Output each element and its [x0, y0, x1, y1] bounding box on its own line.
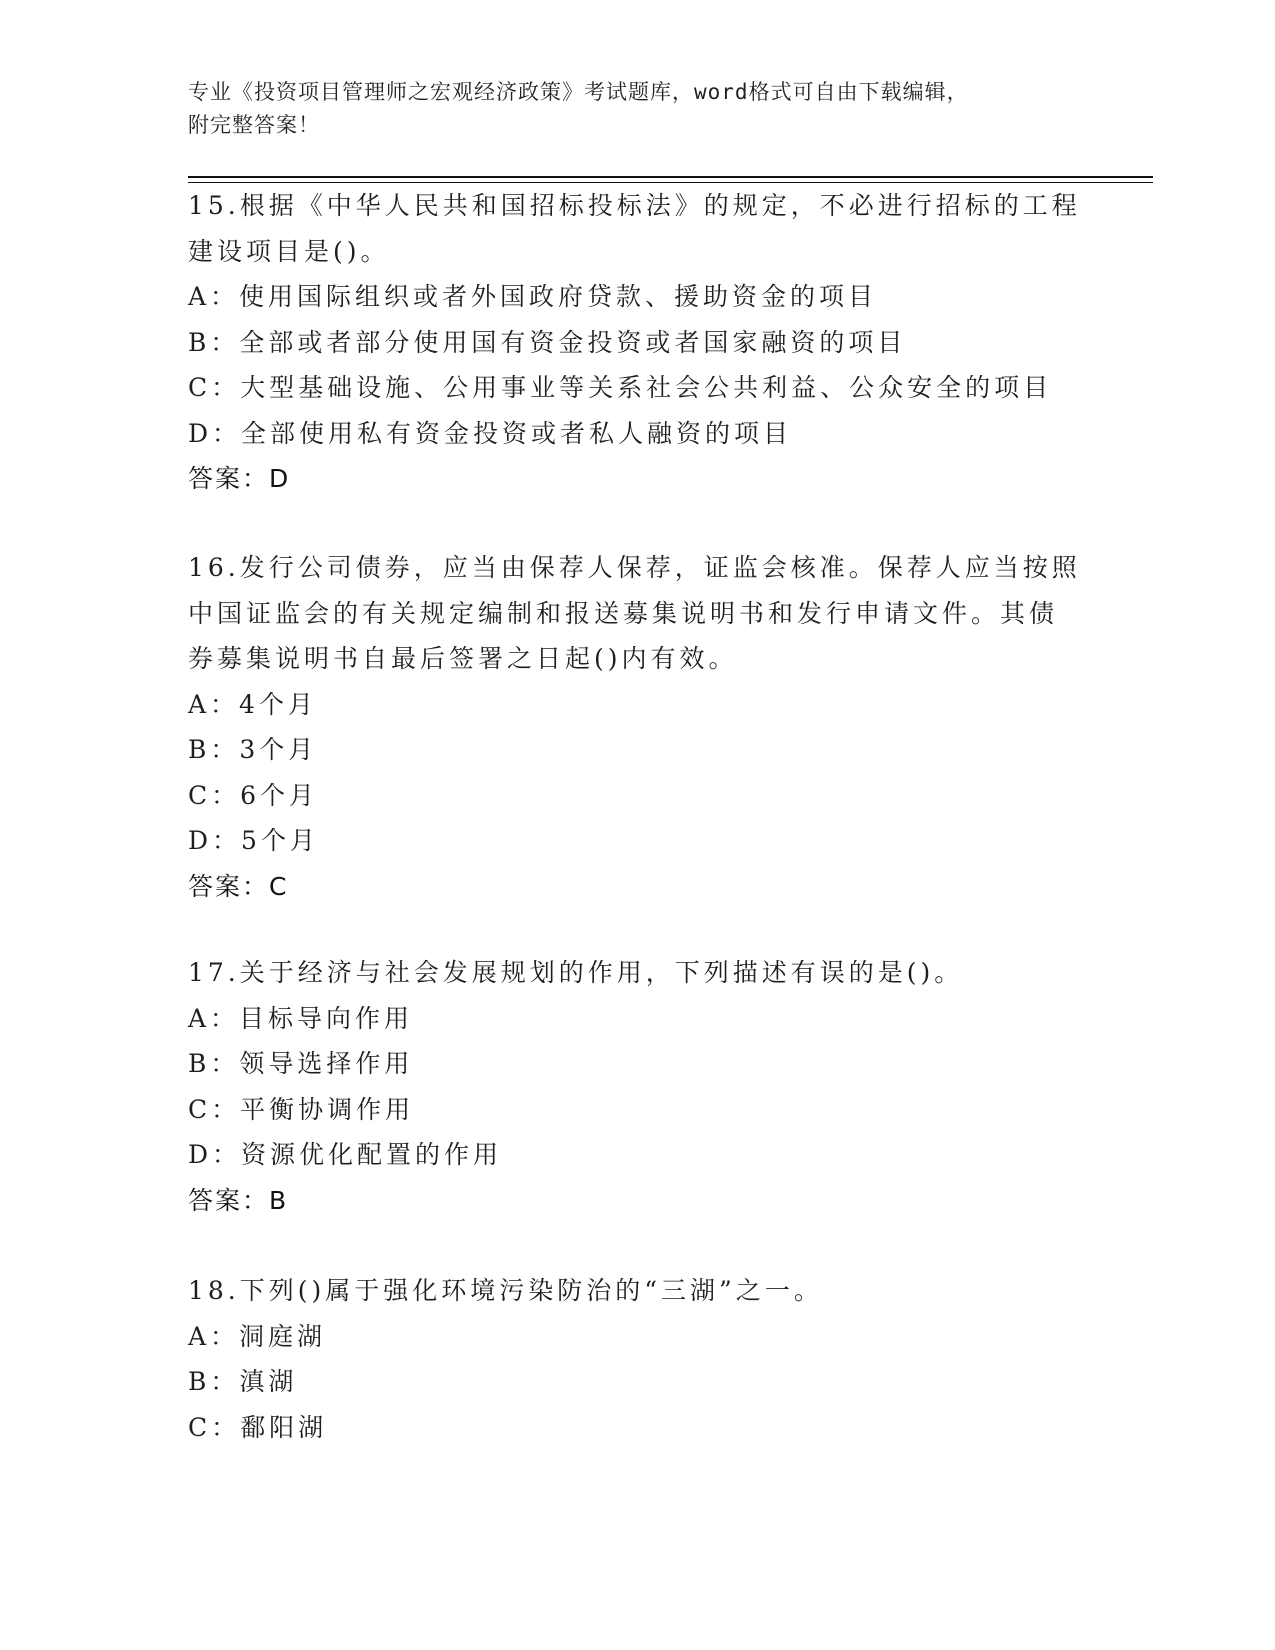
- option-c: C：平衡协调作用: [188, 1094, 415, 1124]
- question-stem-line: 中国证监会的有关规定编制和报送募集说明书和发行申请文件。其债: [188, 598, 1059, 628]
- option-c: C：鄱阳湖: [188, 1412, 328, 1442]
- document-header: [188, 76, 1108, 142]
- question-stem: [188, 545, 1088, 682]
- option-a: A：4个月: [188, 689, 317, 719]
- answer-label: 答案：: [188, 464, 270, 493]
- option-a: A：洞庭湖: [188, 1321, 327, 1351]
- header-divider-thick: [188, 176, 1153, 178]
- question-18: [188, 1268, 1088, 1450]
- option-b: B：滇湖: [188, 1367, 298, 1396]
- question-stem: [188, 1268, 1088, 1314]
- answer-value: D: [269, 464, 290, 493]
- header-line-2: 附完整答案！: [188, 113, 320, 137]
- question-15: [188, 183, 1088, 502]
- option-a: A：目标导向作用: [188, 1003, 414, 1033]
- question-stem-line: 建设项目是()。: [188, 236, 390, 266]
- question-stem-line: 18.下列()属于强化环境污染防治的“三湖”之一。: [188, 1276, 823, 1305]
- question-stem-line: 17.关于经济与社会发展规划的作用，下列描述有误的是()。: [188, 958, 964, 987]
- answer-line: [188, 864, 1088, 910]
- option-b: B：领导选择作用: [188, 1049, 414, 1078]
- answer-value: C: [269, 871, 288, 901]
- question-16: [188, 545, 1088, 909]
- answer-line: [188, 456, 1088, 502]
- answer-value: B: [269, 1185, 288, 1215]
- question-stem-line: 15.根据《中华人民共和国招标投标法》的规定，不必进行招标的工程: [188, 191, 1081, 220]
- option-c: C：大型基础设施、公用事业等关系社会公共利益、公众安全的项目: [188, 373, 1053, 402]
- option-d: D：全部使用私有资金投资或者私人融资的项目: [188, 418, 793, 448]
- option-b: B：3个月: [188, 735, 318, 764]
- option-a: A：使用国际组织或者外国政府贷款、援助资金的项目: [188, 282, 878, 311]
- answer-label: 答案：: [188, 871, 270, 901]
- option-b: B：全部或者部分使用国有资金投资或者国家融资的项目: [188, 327, 907, 357]
- question-stem-line: 16.发行公司债券，应当由保荐人保荐，证监会核准。保荐人应当按照: [188, 553, 1081, 582]
- header-line-1: 专业《投资项目管理师之宏观经济政策》考试题库，word格式可自由下载编辑，: [188, 80, 969, 104]
- question-stem-line: 券募集说明书自最后签署之日起()内有效。: [188, 644, 738, 673]
- question-stem: [188, 183, 1088, 274]
- question-17: [188, 950, 1088, 1223]
- option-d: D：5个月: [188, 826, 319, 855]
- answer-label: 答案：: [188, 1185, 270, 1215]
- answer-line: [188, 1178, 1088, 1224]
- question-stem: [188, 950, 1088, 996]
- option-d: D：资源优化配置的作用: [188, 1140, 503, 1169]
- option-c: C：6个月: [188, 780, 319, 810]
